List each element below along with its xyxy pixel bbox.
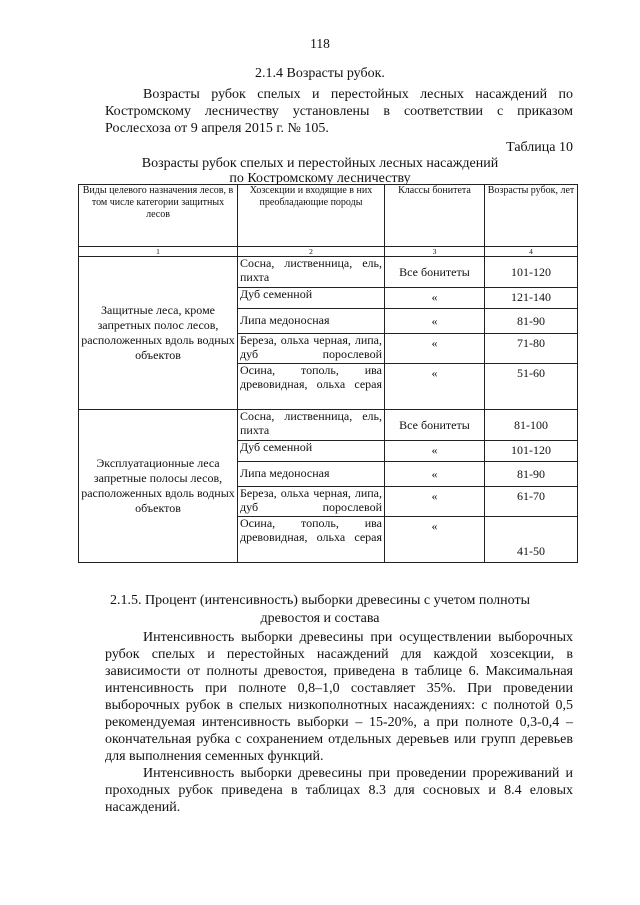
class-cell: « — [385, 462, 485, 487]
column-number: 1 — [79, 247, 238, 257]
species-cell: Береза, ольха черная, липа, дуб порослевой — [238, 487, 385, 517]
table-row — [79, 257, 578, 288]
table-header: Хозсекции и входящие в них преобладающие породы — [238, 185, 385, 247]
table-header: Виды целевого назначения лесов, в том числе категории защитных лесов — [79, 185, 238, 247]
species-cell: Осина, тополь, ива древовидная, ольха серая — [238, 364, 385, 410]
section-paragraph-2-1-5-2: Интенсивность выборки древесины при проведении прореживаний и проходных рубок приведена в таблицах 8.3 для сосновых и 8.4 еловых насаждений. — [105, 766, 573, 815]
table-label: Таблица 10 — [506, 140, 573, 155]
table-header: Классы бонитета — [385, 185, 485, 247]
age-cell: 81-90 — [485, 462, 578, 487]
species-cell: Сосна, лиственница, ель, пихта — [238, 257, 385, 288]
species-cell: Береза, ольха черная, липа, дуб порослевой — [238, 334, 385, 364]
class-cell: Все бонитеты — [385, 257, 485, 288]
column-number: 4 — [485, 247, 578, 257]
species-cell: Дуб семенной — [238, 441, 385, 462]
age-cell: 101-120 — [485, 441, 578, 462]
page-number: 118 — [310, 36, 330, 51]
section-paragraph-2-1-5-1: Интенсивность выборки древесины при осуществлении выборочных рубок спелых и перестойных насаждений для каждой хозсекции, в зависимости от полноты древостоя, приведена в таблице 6. Максимальная интенсивность при полноте 0,8–1,0 составляет 35%. При проведении выборочных рубок в спелых низкополнотных насаждениях: с полнотой 0,5 рекомендуемая интенсивность выборки – 15-20%, а при полноте 0,3-0,4 – окончательная рубка с сохранением отдельных деревьев или групп деревьев для выполнения семенных функций. — [105, 630, 573, 764]
age-cell: 121-140 — [485, 288, 578, 309]
table-header: Возрасты рубок, лет — [485, 185, 578, 247]
class-cell: « — [385, 517, 485, 563]
category-cell: Защитные леса, кроме запретных полос лесов, расположенных вдоль водных объектов — [79, 257, 238, 410]
class-cell: « — [385, 334, 485, 364]
class-cell: « — [385, 309, 485, 334]
age-cell: 81-100 — [485, 410, 578, 441]
table-title-line1: Возрасты рубок спелых и перестойных лесных насаждений — [141, 156, 499, 171]
species-cell: Дуб семенной — [238, 288, 385, 309]
age-cell: 51-60 — [485, 364, 578, 410]
category-cell: Эксплуатационные леса запретные полосы лесов, расположенных вдоль водных объектов — [79, 410, 238, 563]
ages-table — [78, 184, 578, 563]
age-cell: 101-120 — [485, 257, 578, 288]
species-cell: Осина, тополь, ива древовидная, ольха серая — [238, 517, 385, 563]
class-cell: « — [385, 288, 485, 309]
table-title-line2: по Костромскому лесничеству — [229, 171, 411, 186]
age-cell: 41-50 — [485, 517, 578, 563]
class-cell: « — [385, 487, 485, 517]
species-cell: Липа медоносная — [238, 462, 385, 487]
species-cell: Сосна, лиственница, ель, пихта — [238, 410, 385, 441]
class-cell: « — [385, 364, 485, 410]
section-heading-2-1-5-line1: 2.1.5. Процент (интенсивность) выборки древесины с учетом полноты — [109, 593, 531, 608]
section-heading-2-1-4: 2.1.4 Возрасты рубок. — [255, 66, 385, 81]
table-row — [79, 410, 578, 441]
column-number: 2 — [238, 247, 385, 257]
section-paragraph-2-1-4: Возрасты рубок спелых и перестойных лесных насаждений по Костромскому лесничеству установлены в соответствии с приказом Рослесхоза от 9 апреля 2015 г. № 105. — [105, 87, 573, 136]
age-cell: 61-70 — [485, 487, 578, 517]
class-cell: Все бонитеты — [385, 410, 485, 441]
age-cell: 81-90 — [485, 309, 578, 334]
class-cell: « — [385, 441, 485, 462]
age-cell: 71-80 — [485, 334, 578, 364]
column-number: 3 — [385, 247, 485, 257]
section-heading-2-1-5-line2: древостоя и состава — [260, 611, 380, 626]
species-cell: Липа медоносная — [238, 309, 385, 334]
